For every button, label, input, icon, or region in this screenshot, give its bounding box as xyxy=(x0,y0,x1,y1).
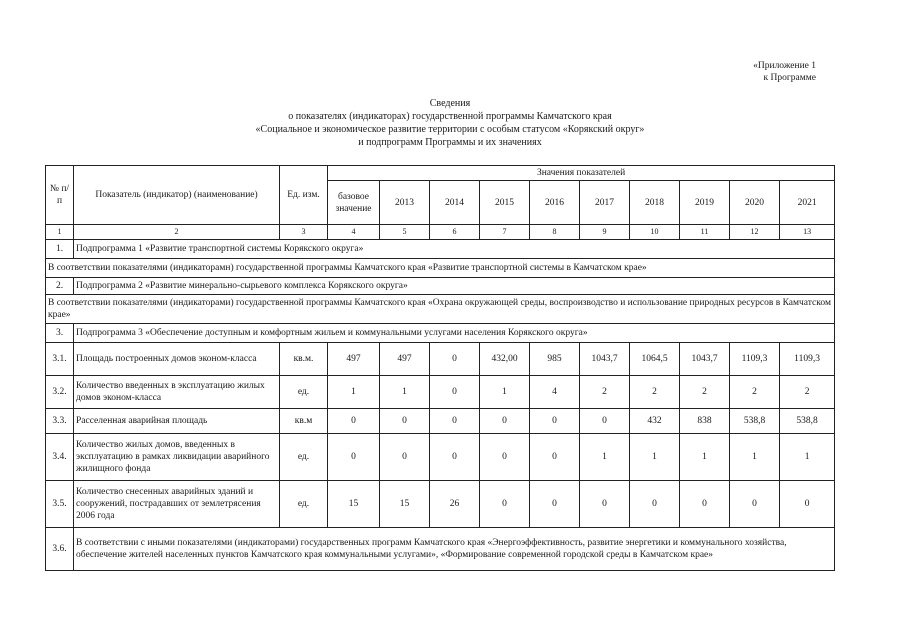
subprogram-title: Подпрограмма 3 «Обеспечение доступным и комфортным жильем и коммунальными услугами населения Корякского округа» xyxy=(74,324,835,343)
column-index: 12 xyxy=(730,225,780,240)
subprogram-title: Подпрограмма 1 «Развитие транспортной системы Корякского округа» xyxy=(74,240,835,259)
row-value: 538,8 xyxy=(730,409,780,434)
row-value: 0 xyxy=(380,434,430,481)
column-index: 3 xyxy=(280,225,328,240)
row-value: 26 xyxy=(430,481,480,528)
row-value: 2 xyxy=(730,376,780,409)
subprogram-num: 2. xyxy=(46,278,74,295)
row-value: 0 xyxy=(328,434,380,481)
row-value: 0 xyxy=(380,409,430,434)
column-index: 1 xyxy=(46,225,74,240)
header-num: № п/п xyxy=(46,166,74,225)
column-index: 11 xyxy=(680,225,730,240)
subprogram-num: 3. xyxy=(46,324,74,343)
row-value: 0 xyxy=(530,409,580,434)
row-num: 3.1. xyxy=(46,343,74,376)
row-value: 1109,3 xyxy=(730,343,780,376)
row-num: 3.5. xyxy=(46,481,74,528)
column-index: 8 xyxy=(530,225,580,240)
row-value: 1 xyxy=(730,434,780,481)
header-unit: Ед. изм. xyxy=(280,166,328,225)
row-value: 538,8 xyxy=(780,409,835,434)
note-row xyxy=(46,295,835,324)
row-value: 497 xyxy=(328,343,380,376)
row-value: 497 xyxy=(380,343,430,376)
table-row xyxy=(46,434,835,481)
row-value: 0 xyxy=(580,409,630,434)
row-value: 0 xyxy=(580,481,630,528)
row-value: 432,00 xyxy=(480,343,530,376)
row-value: 0 xyxy=(680,481,730,528)
header-year: 2013 xyxy=(380,181,430,225)
row-indicator: Количество снесенных аварийных зданий и сооружений, пострадавших от землетрясения 2006 года xyxy=(74,481,280,528)
row-indicator: Площадь построенных домов эконом-класса xyxy=(74,343,280,376)
appendix-line-2: к Программе xyxy=(763,73,816,83)
row-value: 1 xyxy=(480,376,530,409)
row-num: 3.2. xyxy=(46,376,74,409)
subprogram-num: 1. xyxy=(46,240,74,259)
appendix-note xyxy=(753,60,816,84)
row-unit: ед. xyxy=(280,434,328,481)
row-value: 0 xyxy=(780,481,835,528)
table-row xyxy=(46,409,835,434)
row-indicator: Количество введенных в эксплуатацию жилых домов эконом-класса xyxy=(74,376,280,409)
row-value: 2 xyxy=(630,376,680,409)
appendix-line-1: «Приложение 1 xyxy=(753,61,816,71)
row-value: 0 xyxy=(430,434,480,481)
header-row-1 xyxy=(46,166,835,181)
row-unit: кв.м. xyxy=(280,343,328,376)
row-unit: кв.м xyxy=(280,409,328,434)
header-year: 2016 xyxy=(530,181,580,225)
row-value: 1043,7 xyxy=(580,343,630,376)
row-value: 1 xyxy=(630,434,680,481)
row-value: 1043,7 xyxy=(680,343,730,376)
row-indicator: Расселенная аварийная площадь xyxy=(74,409,280,434)
row-value: 2 xyxy=(580,376,630,409)
header-year: 2018 xyxy=(630,181,680,225)
header-base: базовое значение xyxy=(328,181,380,225)
row-num: 3.4. xyxy=(46,434,74,481)
row-unit: ед. xyxy=(280,481,328,528)
row-num: 3.6. xyxy=(46,528,74,571)
row-unit: ед. xyxy=(280,376,328,409)
title-line-1: Сведения xyxy=(429,98,471,109)
row-value: 1 xyxy=(580,434,630,481)
subprogram-row xyxy=(46,240,835,259)
column-index: 7 xyxy=(480,225,530,240)
row-value: 0 xyxy=(630,481,680,528)
row-value: 985 xyxy=(530,343,580,376)
row-value: 0 xyxy=(328,409,380,434)
row-value: 0 xyxy=(480,409,530,434)
row-value: 0 xyxy=(430,376,480,409)
row-value: 2 xyxy=(780,376,835,409)
title-line-3: «Социальное и экономическое развитие территории с особым статусом «Корякский округ» xyxy=(255,124,645,135)
header-year: 2017 xyxy=(580,181,630,225)
document-title xyxy=(150,97,750,149)
row-value: 0 xyxy=(430,343,480,376)
row-value: 4 xyxy=(530,376,580,409)
indicators-table xyxy=(45,165,835,571)
header-year: 2019 xyxy=(680,181,730,225)
row-value: 1109,3 xyxy=(780,343,835,376)
column-index-row xyxy=(46,225,835,240)
header-year: 2014 xyxy=(430,181,480,225)
column-index: 4 xyxy=(328,225,380,240)
note-text: В соответствии показателями (индикаторамн) государственной программы Камчатского края «Развитие транспортной системы в Камчатском крае» xyxy=(46,259,835,278)
column-index: 9 xyxy=(580,225,630,240)
table-row xyxy=(46,481,835,528)
column-index: 10 xyxy=(630,225,680,240)
row-value: 0 xyxy=(530,481,580,528)
subprogram-row xyxy=(46,278,835,295)
table-row xyxy=(46,343,835,376)
column-index: 2 xyxy=(74,225,280,240)
row-value: 0 xyxy=(530,434,580,481)
table-row xyxy=(46,528,835,571)
column-index: 13 xyxy=(780,225,835,240)
row-value: 1 xyxy=(380,376,430,409)
row-value: 0 xyxy=(480,434,530,481)
note-row xyxy=(46,259,835,278)
row-value: 0 xyxy=(480,481,530,528)
header-indicator: Показатель (индикатор) (наименование) xyxy=(74,166,280,225)
header-year: 2015 xyxy=(480,181,530,225)
table-row xyxy=(46,376,835,409)
header-values-group: Значения показателей xyxy=(328,166,835,181)
row-value: 1 xyxy=(780,434,835,481)
row-value: 0 xyxy=(730,481,780,528)
row-value: 838 xyxy=(680,409,730,434)
row-value: 1 xyxy=(328,376,380,409)
row-value: 432 xyxy=(630,409,680,434)
title-line-2: о показателях (индикаторах) государственной программы Камчатского края xyxy=(288,111,612,122)
row-value: 1064,5 xyxy=(630,343,680,376)
row-value: 0 xyxy=(430,409,480,434)
subprogram-row xyxy=(46,324,835,343)
note-text: В соответствии показателями (индикаторами) государственной программы Камчатского края «Охрана окружающей среды, воспроизводство и использование природных ресурсов в Камчатском крае» xyxy=(46,295,835,324)
header-year: 2021 xyxy=(780,181,835,225)
column-index: 6 xyxy=(430,225,480,240)
row-value: 1 xyxy=(680,434,730,481)
row-num: 3.3. xyxy=(46,409,74,434)
column-index: 5 xyxy=(380,225,430,240)
header-year: 2020 xyxy=(730,181,780,225)
title-line-4: и подпрограмм Программы и их значениях xyxy=(358,137,542,148)
row-note: В соответствии с иными показателями (индикаторами) государственных программ Камчатского края «Энергоэффективность, развитие энергетики и коммунального хозяйства, обеспечение жителей населенных пунктов Камчатского края коммунальными услугами», «Формирование современной городской среды в Камчатском крае» xyxy=(74,528,835,571)
row-indicator: Количество жилых домов, введенных в эксплуатацию в рамках ликвидации аварийного жилищного фонда xyxy=(74,434,280,481)
row-value: 15 xyxy=(328,481,380,528)
subprogram-title: Подпрограмма 2 «Развитие минерально-сырьевого комплекса Корякского округа» xyxy=(74,278,835,295)
row-value: 2 xyxy=(680,376,730,409)
row-value: 15 xyxy=(380,481,430,528)
